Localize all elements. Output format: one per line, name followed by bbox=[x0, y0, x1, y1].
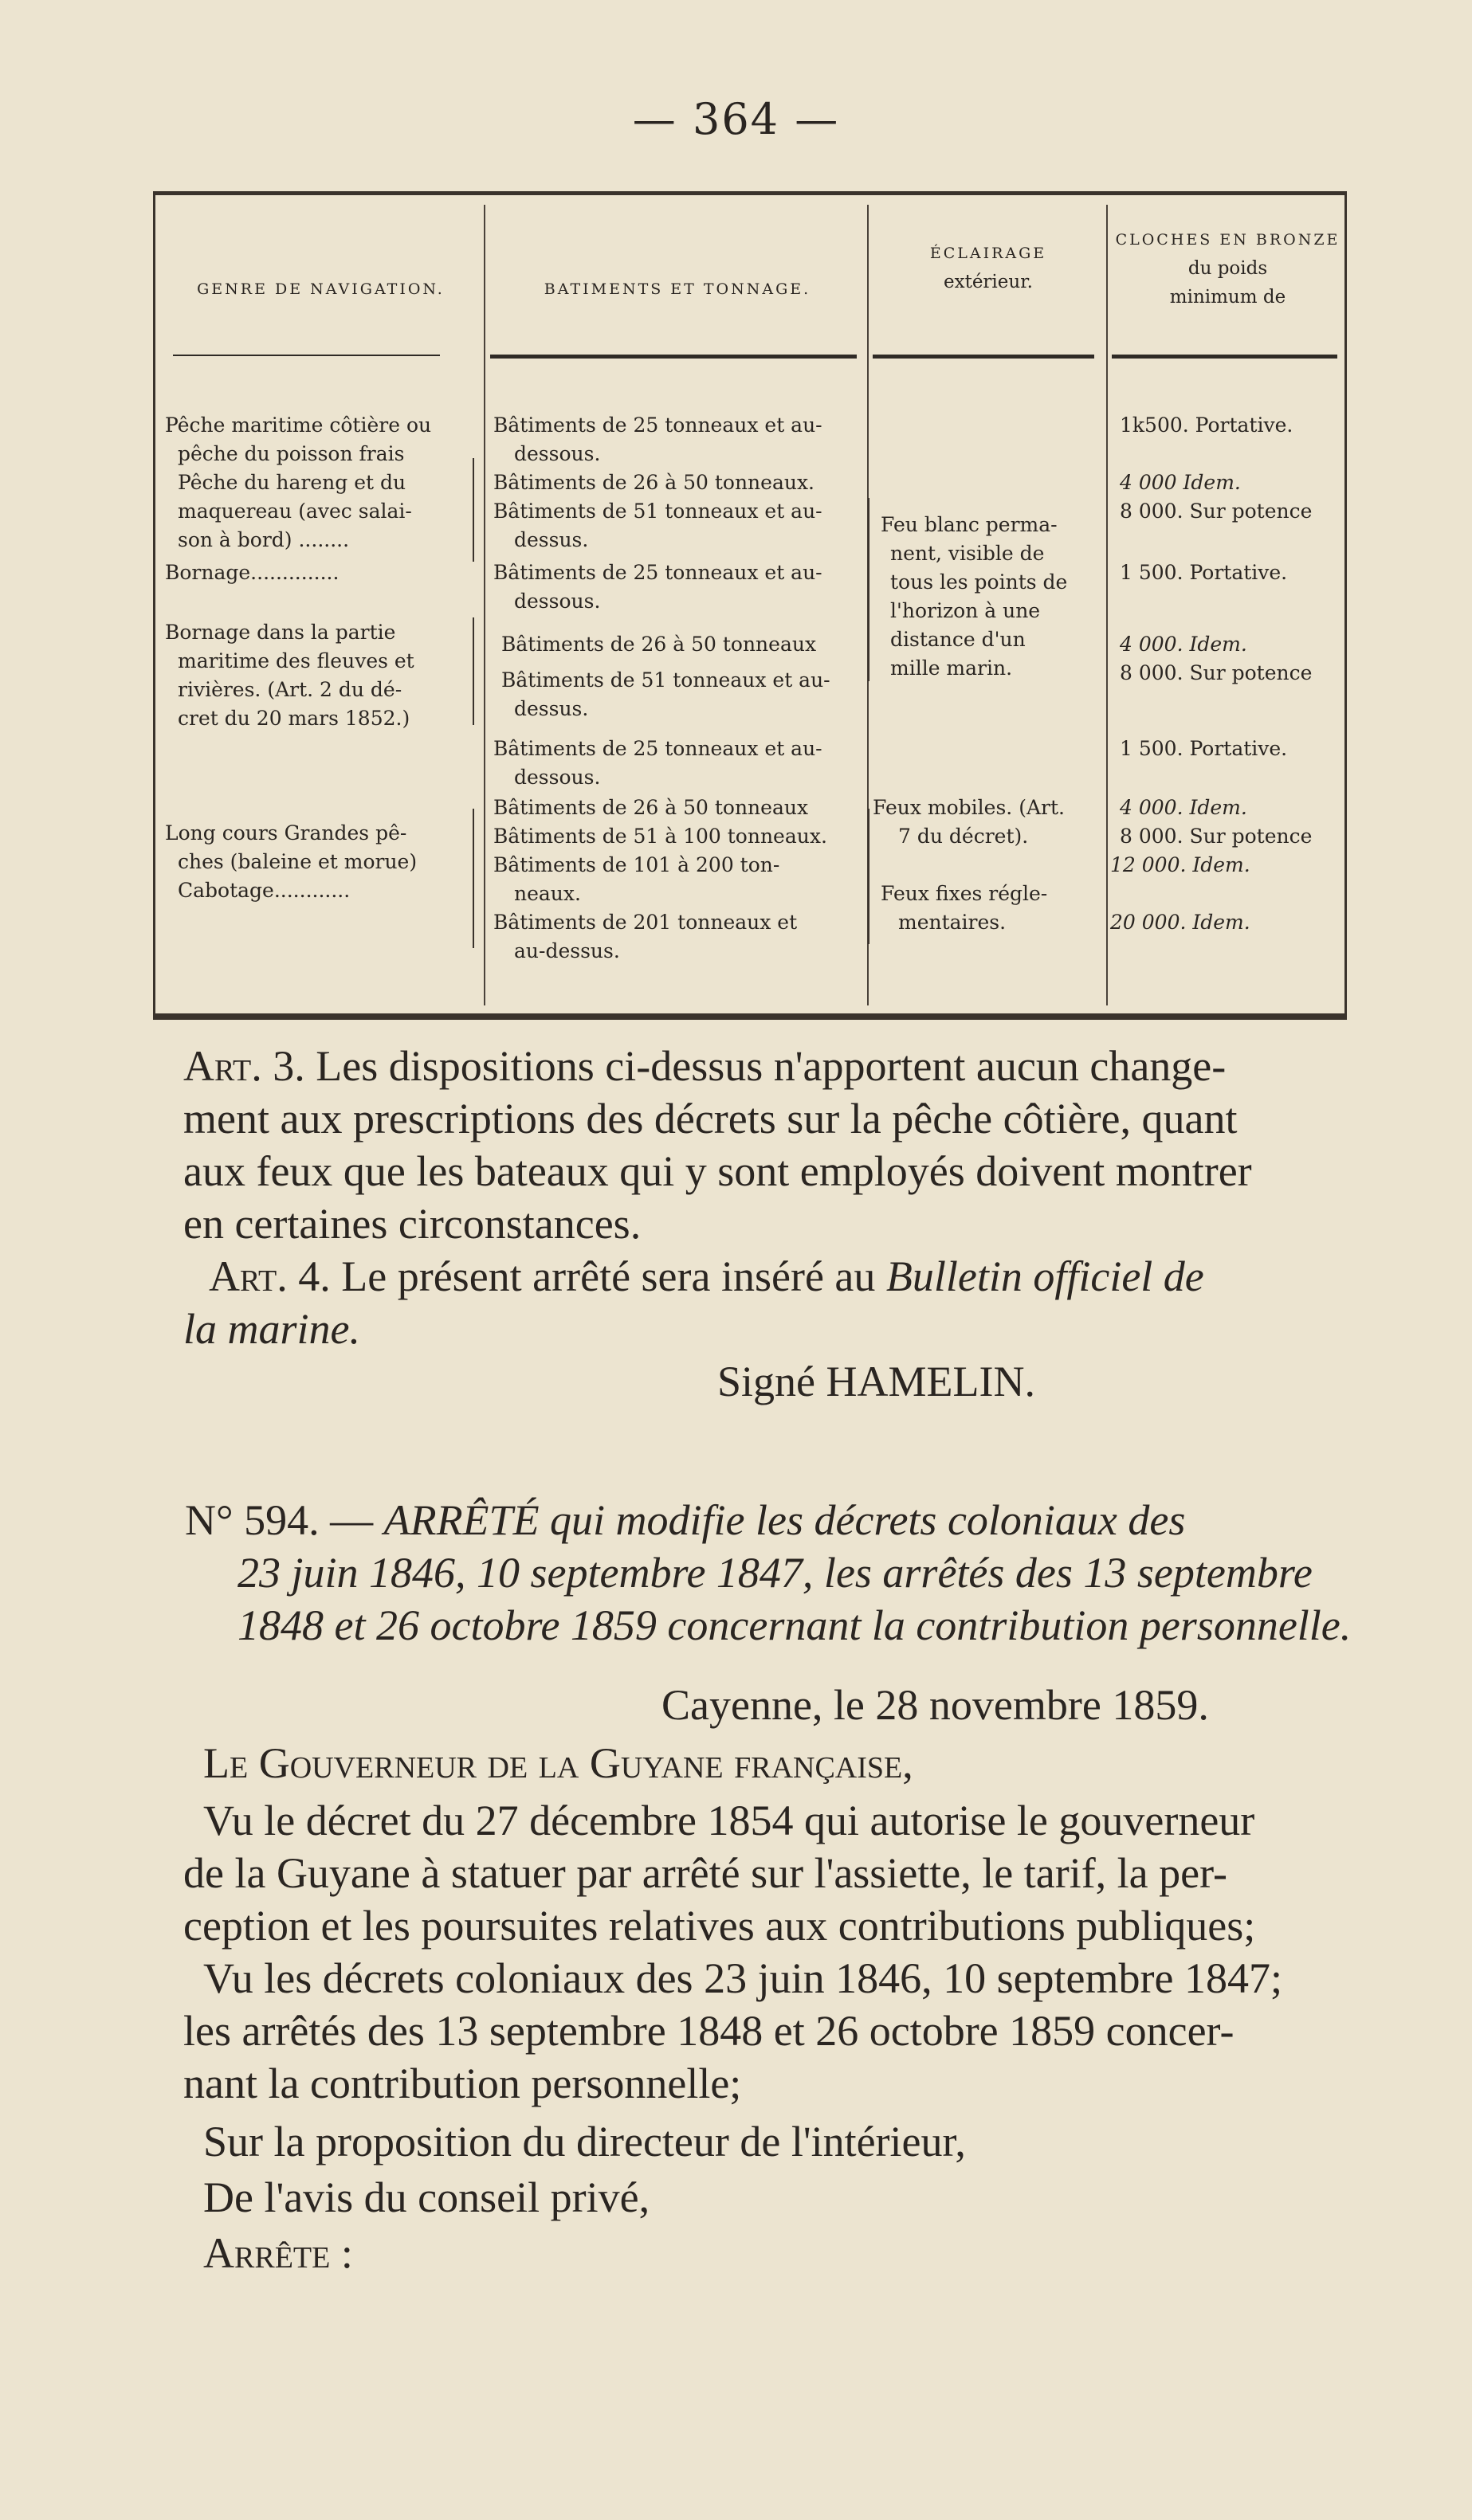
art3-line: aux feux que les bateaux qui y sont employés doivent montrer bbox=[183, 1147, 1252, 1195]
decree-number: N° 594. — bbox=[185, 1496, 384, 1544]
bulletin-title-end: la marine. bbox=[183, 1305, 360, 1353]
brace bbox=[857, 498, 869, 681]
cloche-line: 20 000. Idem. bbox=[1110, 911, 1250, 934]
header-rule bbox=[490, 355, 857, 359]
art4-paragraph bbox=[209, 1250, 1204, 1303]
batiment-line: dessous. bbox=[514, 590, 601, 613]
gouverneur-line: Le Gouverneur de la Guyane française, bbox=[203, 1739, 913, 1787]
vu-line: les arrêtés des 13 septembre 1848 et 26 octobre 1859 concer- bbox=[183, 2007, 1235, 2055]
decree-title-line: 23 juin 1846, 10 septembre 1847, les arrêtés des 13 septembre bbox=[237, 1549, 1313, 1597]
cloche-line: 1k500. Portative. bbox=[1120, 413, 1293, 437]
cloche-line: 1 500. Portative. bbox=[1120, 561, 1288, 584]
brace bbox=[857, 809, 869, 944]
header-cloches: CLOCHES EN BRONZE du poids minimum de bbox=[1115, 231, 1341, 308]
cloche-line: 8 000. Sur potence bbox=[1120, 661, 1313, 684]
genre-line: cret du 20 mars 1852.) bbox=[178, 707, 410, 730]
bulletin-title: Bulletin officiel de bbox=[885, 1252, 1204, 1300]
eclairage-line: mille marin. bbox=[890, 656, 1013, 680]
cloche-line: 8 000. Sur potence bbox=[1120, 500, 1313, 523]
cloche-line: 12 000. Idem. bbox=[1110, 853, 1250, 876]
batiment-line: Bâtiments de 26 à 50 tonneaux. bbox=[493, 471, 815, 494]
proposition-line: Sur la proposition du directeur de l'intérieur, bbox=[203, 2118, 966, 2165]
regulation-table bbox=[153, 191, 1347, 1020]
decree-title-line: 1848 et 26 octobre 1859 concernant la contribution personnelle. bbox=[237, 1601, 1352, 1649]
brace bbox=[473, 809, 485, 948]
batiment-line: au-dessus. bbox=[514, 939, 620, 962]
genre-line: maritime des fleuves et bbox=[178, 649, 414, 672]
column-divider bbox=[1106, 205, 1108, 1005]
vu-line: nant la contribution personnelle; bbox=[183, 2060, 742, 2107]
batiment-line: dessous. bbox=[514, 442, 601, 465]
genre-line: maquereau (avec salai- bbox=[178, 500, 412, 523]
header-eclairage: ÉCLAIRAGE extérieur. bbox=[929, 245, 1047, 292]
batiment-line: Bâtiments de 25 tonneaux et au- bbox=[493, 413, 822, 437]
header-batiments: BATIMENTS ET TONNAGE. bbox=[544, 280, 811, 298]
cloche-line: 4 000. Idem. bbox=[1120, 796, 1247, 819]
genre-line: rivières. (Art. 2 du dé- bbox=[178, 678, 402, 701]
art3-label: Art. 3. bbox=[183, 1042, 305, 1090]
brace bbox=[473, 617, 485, 725]
header-genre: GENRE DE NAVIGATION. bbox=[197, 280, 445, 298]
batiment-line: dessus. bbox=[514, 697, 589, 720]
genre-line: Bornage dans la partie bbox=[165, 621, 396, 644]
cloche-line: 8 000. Sur potence bbox=[1120, 825, 1313, 848]
batiment-line: Bâtiments de 201 tonneaux et bbox=[493, 911, 798, 934]
batiment-line: Bâtiments de 25 tonneaux et au- bbox=[493, 561, 822, 584]
batiment-line: Bâtiments de 26 à 50 tonneaux bbox=[501, 633, 817, 656]
genre-line: pêche du poisson frais bbox=[178, 442, 405, 465]
eclairage-line: Feux mobiles. (Art. bbox=[873, 796, 1065, 819]
cloche-line: 4 000. Idem. bbox=[1120, 633, 1247, 656]
page-number: — 364 — bbox=[632, 94, 840, 144]
cloche-line: 4 000 Idem. bbox=[1120, 471, 1241, 494]
batiment-line: Bâtiments de 25 tonneaux et au- bbox=[493, 737, 822, 760]
art4-label: Art. 4. bbox=[209, 1252, 331, 1300]
eclairage-line: nent, visible de bbox=[890, 542, 1045, 565]
header-rule bbox=[1112, 355, 1337, 359]
eclairage-line: Feux fixes régle- bbox=[881, 882, 1048, 905]
vu-line: de la Guyane à statuer par arrêté sur l'assiette, le tarif, la per- bbox=[183, 1849, 1228, 1897]
header-rule bbox=[873, 355, 1094, 359]
place-date: Cayenne, le 28 novembre 1859. bbox=[661, 1681, 1209, 1729]
decree-title-line bbox=[185, 1494, 1185, 1546]
genre-line: Cabotage............ bbox=[178, 879, 351, 902]
batiment-line: Bâtiments de 51 tonneaux et au- bbox=[501, 668, 830, 692]
art4-text: Le présent arrêté sera inséré au bbox=[330, 1252, 886, 1300]
eclairage-line: l'horizon à une bbox=[890, 599, 1041, 622]
genre-line: Pêche du hareng et du bbox=[178, 471, 406, 494]
signature: Signé HAMELIN. bbox=[717, 1358, 1035, 1405]
batiment-line: Bâtiments de 51 tonneaux et au- bbox=[493, 500, 822, 523]
batiment-line: Bâtiments de 51 à 100 tonneaux. bbox=[493, 825, 827, 848]
genre-line: son à bord) ........ bbox=[178, 528, 350, 551]
decree-title: ARRÊTÉ qui modifie les décrets coloniaux des bbox=[383, 1496, 1186, 1544]
batiment-line: Bâtiments de 26 à 50 tonneaux bbox=[493, 796, 809, 819]
brace bbox=[473, 458, 485, 562]
eclairage-line: 7 du décret). bbox=[898, 825, 1029, 848]
eclairage-line: Feu blanc perma- bbox=[881, 513, 1058, 536]
vu-line: ception et les poursuites relatives aux contributions publiques; bbox=[183, 1902, 1256, 1950]
art3-line: en certaines circonstances. bbox=[183, 1200, 642, 1248]
vu-line: Vu le décret du 27 décembre 1854 qui autorise le gouverneur bbox=[203, 1797, 1255, 1844]
batiment-line: Bâtiments de 101 à 200 ton- bbox=[493, 853, 780, 876]
avis-line: De l'avis du conseil privé, bbox=[203, 2173, 650, 2221]
batiment-line: neaux. bbox=[514, 882, 581, 905]
arrete-heading: Arrête : bbox=[203, 2229, 353, 2277]
genre-line: Bornage.............. bbox=[165, 561, 340, 584]
eclairage-line: tous les points de bbox=[890, 570, 1068, 594]
eclairage-line: mentaires. bbox=[898, 911, 1007, 934]
batiment-line: dessous. bbox=[514, 766, 601, 789]
art3-paragraph bbox=[183, 1040, 1226, 1092]
genre-line: Long cours Grandes pê- bbox=[165, 821, 407, 845]
genre-line: ches (baleine et morue) bbox=[178, 850, 418, 873]
batiment-line: dessus. bbox=[514, 528, 589, 551]
cloche-line: 1 500. Portative. bbox=[1120, 737, 1288, 760]
eclairage-line: distance d'un bbox=[890, 628, 1026, 651]
art3-line: ment aux prescriptions des décrets sur la pêche côtière, quant bbox=[183, 1095, 1238, 1142]
header-rule bbox=[173, 355, 440, 356]
genre-line: Pêche maritime côtière ou bbox=[165, 413, 432, 437]
vu-line: Vu les décrets coloniaux des 23 juin 1846, 10 septembre 1847; bbox=[203, 1954, 1282, 2002]
art3-line: Les dispositions ci-dessus n'apportent aucun change- bbox=[304, 1042, 1227, 1090]
